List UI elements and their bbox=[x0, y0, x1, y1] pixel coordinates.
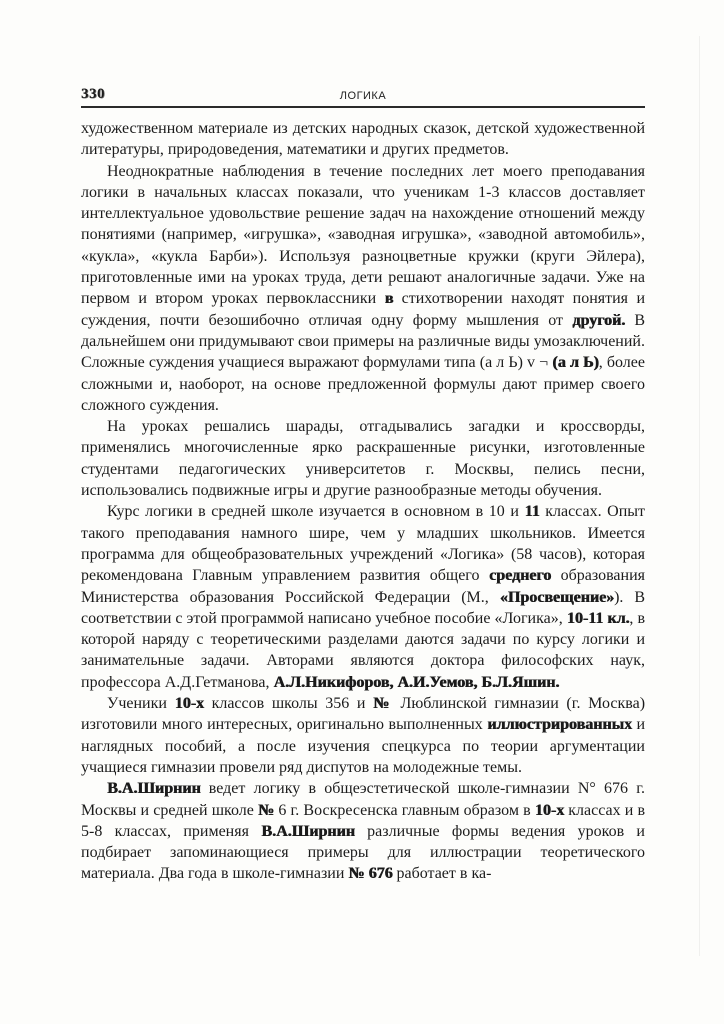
text-segment: В.А.Ширнин bbox=[261, 822, 355, 840]
text-segment: , более сложными и, наоборот, на основе предложенной формулы дают пример своего сложного суждения. bbox=[81, 354, 645, 414]
text-segment: Б.Л.Яшин. bbox=[481, 673, 560, 691]
text-segment: (а л Ь) bbox=[552, 354, 599, 372]
text-segment: А.И.Уемов, bbox=[397, 673, 478, 691]
running-head-title: ЛОГИКА bbox=[339, 90, 387, 102]
text-segment: другой. bbox=[572, 311, 626, 329]
paragraph bbox=[81, 161, 645, 417]
text-segment: 6 г. Воскресенска главным образом в bbox=[274, 801, 535, 819]
text-segment: ). В соответствии с этой программой написано учебное пособие «Логика», bbox=[81, 588, 646, 627]
text-segment: «Просвещение» bbox=[499, 588, 615, 606]
text-segment: Люблинской гимназии (г. Москва) изготовили много интересных, оригинально выполненных bbox=[81, 695, 646, 734]
scan-edge-artifact bbox=[699, 36, 700, 956]
text-segment: различные формы ведения уроков и подбирает запоминающиеся примеры для иллюстрации теоретического материала. Два года в школе-гимназии bbox=[81, 822, 645, 883]
text-segment: № bbox=[373, 695, 393, 713]
text-segment: и наглядных пособий, а после изучения спецкурса по теории аргументации учащиеся гимназии провели ряд диспутов на молодежные темы. bbox=[81, 716, 645, 776]
text-segment: 10-11 кл. bbox=[566, 609, 630, 627]
running-head bbox=[81, 84, 645, 108]
text-segment: , в которой наряду с теоретическими разделами даются задачи по курсу логики и занимательные задачи. Авторами являются доктора философских наук, профессора А.Д.Гетманова, bbox=[81, 609, 646, 691]
text-segment: ведет логику в общеэстетической школе-гимназии N° 676 г. Москвы и средней школе bbox=[81, 780, 645, 819]
text-segment: В.А.Ширнин bbox=[107, 780, 201, 798]
paragraph bbox=[81, 693, 645, 778]
text-segment: А.Л.Никифоров, bbox=[273, 673, 394, 691]
paragraph bbox=[81, 778, 645, 884]
text-segment: работает в ка- bbox=[392, 865, 492, 883]
text-segment: Ученики bbox=[107, 695, 175, 713]
paragraph bbox=[81, 118, 645, 161]
text-segment: 11 bbox=[524, 503, 540, 521]
text-segment: классах. Опыт такого преподавания намного шире, чем у младших школьников. Имеется программа для общеобразовательных учреждений «Логика» (58 часов), которая рекомендована Главным управлением развития общего bbox=[81, 503, 646, 585]
text-segment: иллюстрированных bbox=[487, 716, 632, 734]
text-segment: образования Министерства образования Российской Федерации (М., bbox=[81, 567, 646, 606]
page-body bbox=[81, 118, 645, 885]
page-number: 330 bbox=[81, 86, 105, 102]
text-segment: 10-х bbox=[174, 695, 204, 713]
paragraph bbox=[81, 501, 645, 693]
text-segment: Курс логики в средней школе изучается в основном в 10 и bbox=[107, 503, 525, 521]
text-segment: классах и в 5-8 классах, применяя bbox=[81, 801, 645, 840]
text-segment: № 676 bbox=[348, 865, 393, 883]
text-segment: среднего bbox=[488, 567, 552, 585]
text-segment: в bbox=[384, 290, 394, 308]
text-segment: классов школы 356 и bbox=[203, 695, 374, 713]
text-segment: На уроках решались шарады, отгадывались загадки и кроссворды, применялись многочисленные ярко раскрашенные рисунки, изготовленные студентами педагогических университетов г. Москвы, пелись песни, использовались подвижные игры и другие разнообразные методы обучения. bbox=[81, 418, 645, 500]
text-segment: В дальнейшем они придумывают свои примеры на различные виды умозаключений. Сложные суждения учащиеся выражают формулами типа (а л Ь) v ¬ bbox=[81, 311, 646, 372]
text-segment: № bbox=[258, 801, 275, 819]
text-segment: Неоднократные наблюдения в течение последних лет моего преподавания логики в начальных классах показали, что ученикам 1-3 классов доставляет интеллектуальное удовольствие решение задач на нахождение отношений между понятиями (например, «игрушка», «заводная игрушка», «заводной автомобиль», «кукла», «кукла Барби»). Используя разноцветные кружки (круги Эйлера), приготовленные ими на уроках труда, дети решают аналогичные задачи. Уже на первом и втором уроках первоклассники bbox=[81, 162, 645, 308]
text-segment: художественном материале из детских народных сказок, детской художественной литературы, природоведения, математики и других предметов. bbox=[81, 120, 645, 159]
paragraph bbox=[81, 416, 645, 501]
text-segment: стихотворении находят понятия и суждения, почти безошибочно отличая одну форму мышления от bbox=[81, 290, 646, 329]
text-segment: 10-х bbox=[534, 801, 565, 819]
